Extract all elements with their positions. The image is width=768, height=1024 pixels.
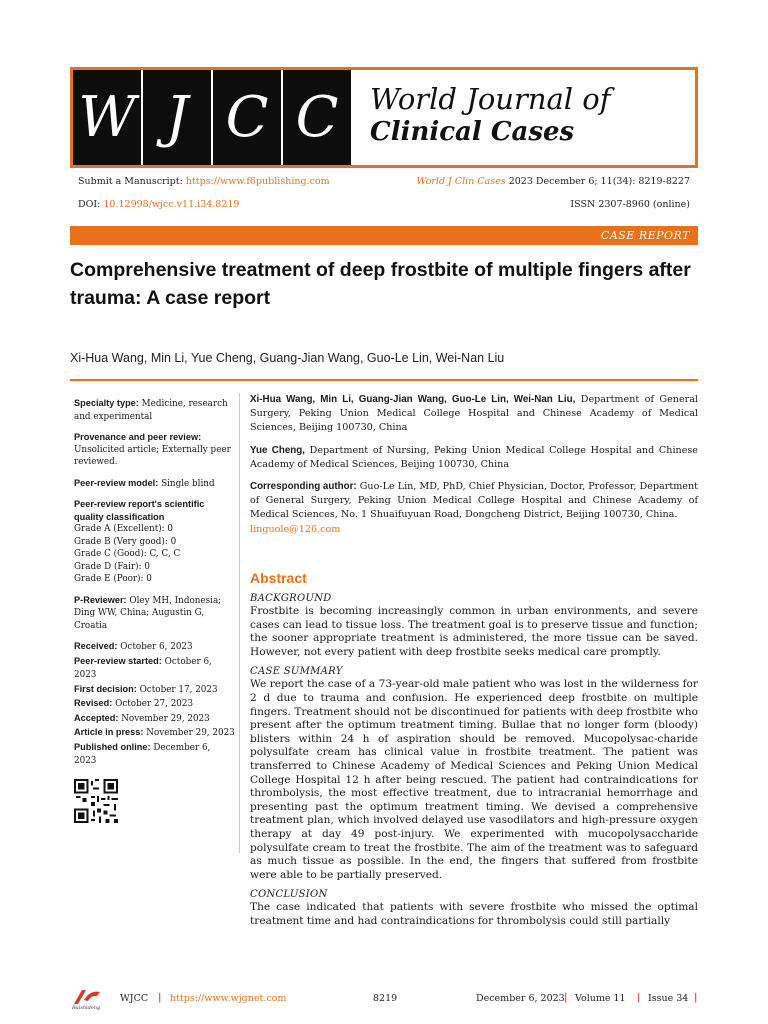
submit-label: Submit a Manuscript:: [78, 176, 183, 187]
journal-name-line2: Clinical Cases: [370, 117, 575, 147]
specialty-block: [74, 397, 235, 423]
affiliation-text: Department of Nursing, Peking Union Medical College Hospital and Chinese Academy of Medical Sciences, Beijing 100730, China: [250, 444, 698, 470]
case-summary-text: We report the case of a 73-year-old male patient who was lost in the wilderness for 2 d due to trauma and confusion. He experienced deep frostbite on multiple fingers. Treatment should not be discontinued for patients with deep frostbite who present after the optimum treatment timing. Bullae that no longer form (bloody) blisters within 24 h of aspiration should be removed. Mucopolysac-charide polysulfate cream has clinical value in frostbite treatment. The patient was transferred to Chinese Academy of Medical Sciences and Peking Union Medical College Hospital 12 h after being rescued. The patient had contraindications for thrombolysis, the most effective treatment, due to intracranial hemorrhage and presenting past the optimum treatment timing. We devised a comprehensive treatment plan, which involved delayed use vasodilators and high-pressure oxygen therapy at day 49 post-injury. We experimented with mucopolysaccharide polysulfate cream to treat the frostbite. The aim of the treatment was to safeguard as much tissue as possible. In the end, the fingers that suffered from frostbite were able to be partially preserved.: [250, 678, 698, 881]
affiliation-names: Yue Cheng,: [250, 444, 305, 456]
specialty-value: Medicine, research and experimental: [74, 399, 228, 422]
date-label: Received:: [74, 641, 118, 651]
conclusion-text: The case indicated that patients with severe frostbite who missed the optimal treatment time and had contraindications for thrombolysis could still partially: [250, 901, 698, 927]
grade-item: Grade E (Poor): 0: [74, 574, 152, 584]
affiliations: [250, 393, 698, 545]
affiliation-text: Department of General Surgery, Peking Union Medical College Hospital and Chinese Academy of Medical Sciences, Beijing 100730, China: [250, 394, 698, 434]
reviewer-block: [74, 594, 235, 633]
grade-item: Grade C (Good): C, C, C: [74, 549, 181, 559]
footer-url-link[interactable]: https://www.wjgnet.com: [170, 993, 287, 1004]
date-value: October 6, 2023: [74, 656, 212, 680]
journal-name-line1: World Journal of: [370, 82, 611, 116]
date-label: Article in press:: [74, 727, 144, 737]
grade-item: Grade D (Fair): 0: [74, 561, 150, 572]
case-summary-heading: CASE SUMMARY: [250, 666, 343, 678]
grade-item: Grade B (Very good): 0: [74, 536, 177, 547]
peer-model-label: Peer-review model:: [74, 477, 159, 488]
date-row: [74, 726, 235, 741]
date-row: [74, 640, 235, 655]
abstract-section: [250, 570, 698, 928]
classification-label: Peer-review report's scientific quality classification: [74, 499, 205, 522]
date-value: October 17, 2023: [139, 684, 218, 695]
journal-logo-letters: [73, 70, 353, 165]
date-row: [74, 712, 235, 727]
logo-letter: J: [143, 70, 211, 165]
footer-volume: Volume 11: [575, 993, 626, 1004]
footer-separator: |: [694, 992, 698, 1003]
section-divider: [70, 379, 698, 381]
conclusion-heading: CONCLUSION: [250, 889, 328, 901]
page-footer: [70, 988, 698, 1010]
journal-name: [370, 82, 611, 148]
provenance-value: Unsolicited article; Externally peer reviewed.: [74, 444, 231, 467]
footer-separator: |: [637, 992, 641, 1003]
date-label: Accepted:: [74, 712, 119, 723]
article-title: Comprehensive treatment of deep frostbite of multiple fingers after trauma: A case report: [70, 259, 691, 309]
author-list: Xi-Hua Wang, Min Li, Yue Cheng, Guang-Jian Wang, Guo-Le Lin, Wei-Nan Liu: [70, 351, 505, 365]
qr-code-icon[interactable]: [74, 779, 118, 823]
submit-link[interactable]: https://www.f6publishing.com: [185, 176, 330, 187]
corresponding-author: [250, 480, 698, 537]
background-text: Frostbite is becoming increasingly common in urban environments, and severe cases can lead to tissue loss. The treatment goal is to preserve tissue and function; the sooner appropriate treatment is administered, the more tissue can be saved. However, not every patient with deep frostbite seeks medical care promptly.: [250, 605, 698, 658]
provenance-block: [74, 431, 235, 469]
peer-model-value: Single blind: [161, 478, 215, 489]
affiliation-2: [250, 444, 698, 472]
baishideng-logo-icon: [70, 988, 110, 1010]
logo-text: Baishideng: [72, 1005, 101, 1010]
footer-separator: |: [158, 992, 162, 1003]
footer-issue: Issue 34: [648, 993, 689, 1004]
date-value: October 27, 2023: [115, 699, 194, 709]
date-row: [74, 683, 235, 698]
doi-label: DOI:: [78, 199, 101, 210]
citation-details: 2023 December 6; 11(34): 8219-8227: [508, 176, 690, 187]
date-value: December 6, 2023: [74, 742, 211, 766]
article-type-bar: [70, 226, 698, 245]
date-label: First decision:: [74, 683, 137, 694]
date-row: [74, 655, 235, 683]
citation-line: [417, 176, 690, 187]
grade-item: Grade A (Excellent): 0: [74, 524, 174, 534]
citation-journal: World J Clin Cases: [416, 176, 506, 187]
date-row: [74, 697, 235, 712]
date-label: Published online:: [74, 741, 151, 752]
date-row: [74, 741, 235, 769]
footer-page-number: 8219: [373, 993, 398, 1004]
reviewer-label: P-Reviewer:: [74, 594, 127, 605]
background-heading: BACKGROUND: [250, 593, 332, 604]
quality-classification-block: [74, 498, 235, 586]
date-label: Peer-review started:: [74, 655, 162, 666]
issn: ISSN 2307-8960 (online): [570, 199, 690, 210]
date-value: November 29, 2023: [121, 713, 210, 724]
publication-dates: [74, 640, 235, 769]
doi-line: [78, 199, 239, 210]
abstract-heading: Abstract: [250, 570, 307, 586]
footer-date: December 6, 2023: [476, 993, 565, 1004]
logo-letter: W: [73, 70, 141, 165]
article-type-label: CASE REPORT: [600, 229, 690, 242]
corresponding-email-link[interactable]: linguole@126.com: [250, 523, 341, 535]
date-label: Revised:: [74, 698, 113, 708]
logo-letter: C: [283, 70, 351, 165]
doi-link[interactable]: 10.12998/wjcc.v11.i34.8219: [103, 199, 240, 210]
logo-letter: C: [213, 70, 281, 165]
date-value: November 29, 2023: [146, 728, 235, 738]
specialty-label: Specialty type:: [74, 398, 139, 408]
affiliation-1: [250, 393, 698, 436]
footer-separator: |: [564, 992, 568, 1003]
submit-line: [78, 176, 330, 187]
reviewer-value: Oley MH, Indonesia; Ding WW, China; Augustin G, Croatia: [74, 595, 222, 631]
footer-journal: WJCC: [120, 993, 149, 1004]
corresponding-text: Guo-Le Lin, MD, PhD, Chief Physician, Doctor, Professor, Department of General Surgery, Peking Union Medical College Hospital and Chinese Academy of Medical Sciences, No. 1 Shuaifuyuan Road, Dongcheng District, Beijing 100730, China.: [250, 481, 698, 521]
article-info-sidebar: [70, 393, 240, 853]
corresponding-label: Corresponding author:: [250, 481, 357, 493]
provenance-label: Provenance and peer review:: [74, 432, 202, 442]
affiliation-names: Xi-Hua Wang, Min Li, Guang-Jian Wang, Guo-Le Lin, Wei-Nan Liu,: [250, 394, 576, 405]
date-value: October 6, 2023: [120, 642, 193, 652]
peer-model-block: [74, 477, 235, 491]
